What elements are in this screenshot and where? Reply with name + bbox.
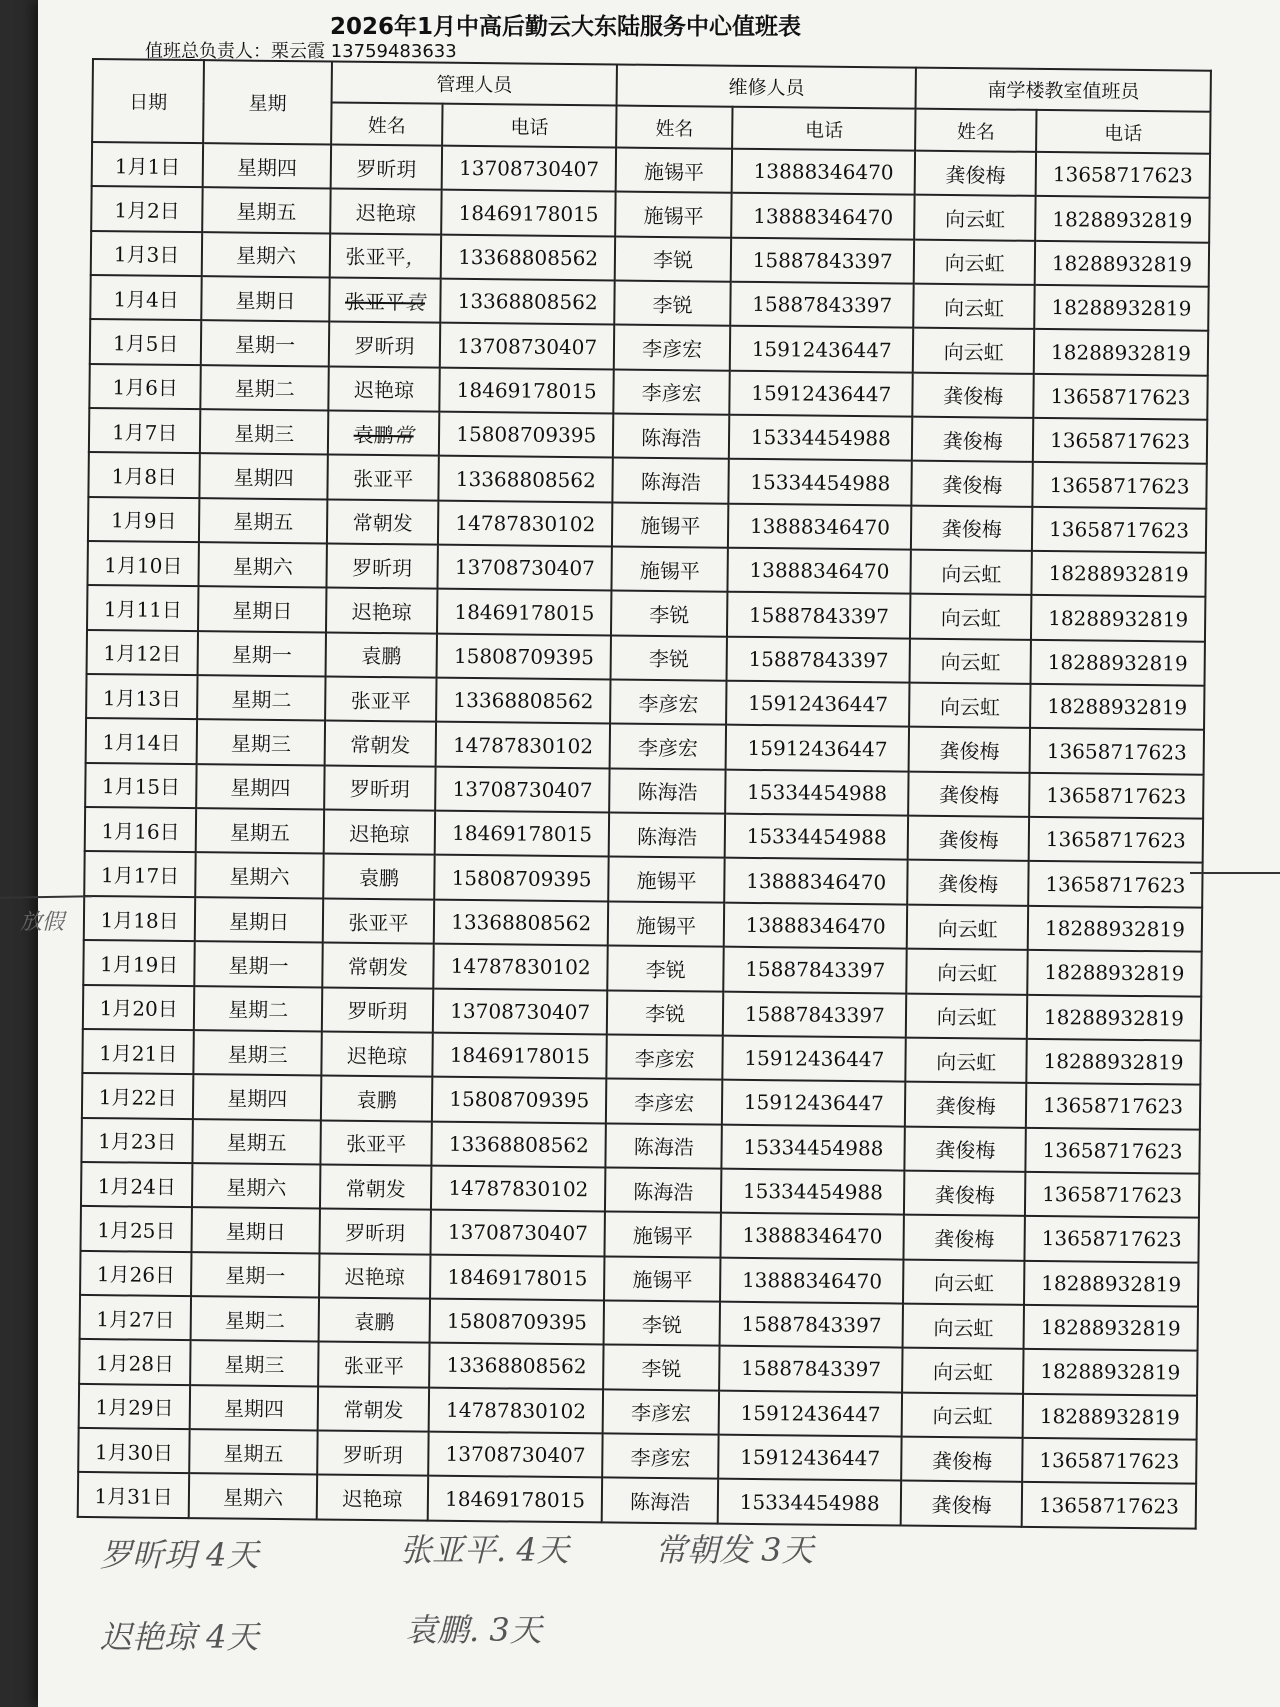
cell-date: 1月2日: [91, 186, 203, 232]
cell-repair-name: 李锐: [607, 990, 723, 1036]
cell-date: 1月12日: [87, 630, 199, 676]
cell-weekday: 星期六: [199, 542, 327, 588]
cell-classroom-phone: 13658717623: [1024, 1216, 1198, 1262]
cell-classroom-phone: 18288932819: [1024, 1305, 1198, 1351]
cell-repair-phone: 15912436447: [722, 1080, 906, 1126]
cell-classroom-name: 龚俊梅: [909, 727, 1030, 773]
cell-repair-name: 施锡平: [612, 547, 728, 593]
cell-manager-phone: 15808709395: [434, 855, 608, 901]
cell-repair-name: 李彦宏: [613, 369, 729, 415]
header-name: 姓名: [616, 106, 732, 149]
cell-classroom-name: 向云虹: [914, 284, 1035, 330]
cell-date: 1月8日: [88, 452, 200, 498]
cell-classroom-phone: 18288932819: [1027, 950, 1201, 996]
cell-manager-name: 张亚平: [327, 455, 439, 501]
cell-date: 1月24日: [81, 1162, 193, 1208]
cell-date: 1月25日: [81, 1206, 193, 1252]
cell-classroom-phone: 13658717623: [1026, 1083, 1200, 1129]
cell-repair-phone: 15912436447: [726, 681, 910, 727]
cell-weekday: 星期四: [193, 1074, 321, 1120]
cell-classroom-phone: 13658717623: [1022, 1482, 1196, 1529]
cell-date: 1月9日: [88, 497, 200, 543]
cell-repair-name: 李锐: [604, 1300, 720, 1346]
lead-person-line: 值班总负责人：栗云霞 13759483633: [145, 41, 457, 62]
cell-manager-phone: 13368808562: [432, 1121, 606, 1167]
cell-manager-name: 常朝发: [318, 1386, 430, 1432]
cell-manager-name: 迟艳琼: [317, 1475, 429, 1521]
cell-classroom-name: 龚俊梅: [913, 372, 1034, 418]
cell-repair-phone: 15912436447: [726, 725, 910, 771]
cell-date: 1月30日: [78, 1428, 190, 1474]
cell-weekday: 星期六: [189, 1473, 317, 1519]
cell-classroom-phone: 13658717623: [1025, 1127, 1199, 1173]
cell-repair-phone: 13888346470: [724, 902, 908, 948]
cell-manager-phone: 13368808562: [436, 678, 610, 724]
cell-classroom-name: 龚俊梅: [904, 1215, 1025, 1261]
header-classroom: 南学楼教室值班员: [916, 68, 1211, 113]
cell-weekday: 星期六: [196, 853, 324, 899]
cell-classroom-phone: 18288932819: [1031, 595, 1205, 641]
cell-date: 1月13日: [86, 674, 198, 720]
cell-repair-phone: 15334454988: [722, 1124, 906, 1170]
cell-manager-phone: 18469178015: [435, 811, 609, 857]
cell-classroom-phone: 13658717623: [1033, 374, 1207, 420]
cell-repair-name: 李锐: [603, 1345, 719, 1391]
cell-weekday: 星期一: [191, 1252, 319, 1298]
cell-repair-phone: 13888346470: [732, 149, 916, 195]
cell-date: 1月15日: [85, 763, 197, 809]
summary-note-2: 张亚平. 4天: [400, 1531, 569, 1569]
cell-classroom-name: 龚俊梅: [912, 417, 1033, 463]
cell-manager-name: 罗昕玥: [326, 544, 438, 590]
cell-repair-phone: 15912436447: [718, 1435, 902, 1481]
cell-repair-phone: 15887843397: [730, 282, 914, 328]
handwritten-mark: 常: [393, 422, 414, 448]
cell-repair-phone: 15912436447: [722, 1036, 906, 1082]
cell-repair-name: 李锐: [614, 281, 730, 327]
cell-manager-name: 迟艳琼: [324, 810, 436, 856]
cell-classroom-name: 龚俊梅: [911, 505, 1032, 551]
cell-manager-name: 张亚平: [323, 898, 435, 944]
cell-manager-phone: 13708730407: [442, 146, 616, 192]
cell-manager-phone: 18469178015: [441, 190, 615, 236]
cell-date: 1月20日: [83, 984, 195, 1030]
cell-classroom-name: 龚俊梅: [905, 1126, 1026, 1172]
cell-classroom-phone: 18288932819: [1026, 1039, 1200, 1085]
cell-classroom-name: 龚俊梅: [908, 816, 1029, 862]
cell-repair-phone: 15334454988: [725, 814, 909, 860]
cell-manager-phone: 18469178015: [428, 1476, 602, 1523]
cell-weekday: 星期二: [201, 365, 329, 411]
cell-manager-phone: 15808709395: [437, 633, 611, 679]
cell-repair-name: 李彦宏: [603, 1389, 719, 1435]
cell-date: 1月6日: [89, 364, 201, 410]
cell-manager-phone: 13708730407: [428, 1432, 602, 1478]
cell-weekday: 星期二: [191, 1296, 319, 1342]
cell-manager-phone: 14787830102: [438, 500, 612, 546]
cell-classroom-phone: 18288932819: [1034, 329, 1208, 375]
cell-classroom-name: 向云虹: [903, 1259, 1024, 1305]
summary-note-1: 罗昕玥 4天: [100, 1536, 259, 1574]
cell-manager-name: 常朝发: [324, 721, 436, 767]
cell-manager-name: 罗昕玥: [317, 1430, 429, 1476]
cell-manager-phone: 15808709395: [439, 412, 613, 458]
cell-weekday: 星期日: [198, 587, 326, 633]
cell-date: 1月5日: [90, 319, 202, 365]
cell-classroom-phone: 18288932819: [1027, 994, 1201, 1040]
cell-manager-name: 张亚平: [318, 1342, 430, 1388]
cell-manager-phone: 13368808562: [439, 456, 613, 502]
cell-date: 1月19日: [83, 940, 195, 986]
cell-manager-name: 袁鹏: [321, 1076, 433, 1122]
cell-repair-name: 陈海浩: [606, 1123, 722, 1169]
cell-classroom-phone: 13658717623: [1029, 773, 1203, 819]
cell-repair-name: 施锡平: [612, 502, 728, 548]
summary-note-5: 袁鹏. 3天: [405, 1611, 542, 1649]
cell-weekday: 星期一: [201, 321, 329, 367]
cell-classroom-phone: 13658717623: [1028, 861, 1202, 907]
cell-repair-name: 施锡平: [615, 192, 731, 238]
cell-repair-phone: 15887843397: [731, 237, 915, 283]
cell-repair-phone: 15887843397: [723, 947, 907, 993]
cell-classroom-name: 龚俊梅: [909, 771, 1030, 817]
cell-manager-name: 罗昕玥: [319, 1209, 431, 1255]
cell-manager-phone: 13368808562: [440, 279, 614, 325]
cell-repair-phone: 15887843397: [720, 1302, 904, 1348]
cell-classroom-phone: 13658717623: [1033, 418, 1207, 464]
cell-repair-phone: 15912436447: [719, 1390, 903, 1436]
cell-classroom-name: 向云虹: [906, 1037, 1027, 1083]
cell-classroom-phone: 18288932819: [1031, 551, 1205, 597]
cell-manager-name: 常朝发: [320, 1164, 432, 1210]
cell-weekday: 星期四: [196, 764, 324, 810]
cell-repair-name: 施锡平: [604, 1256, 720, 1302]
header-phone: 电话: [442, 104, 616, 147]
cell-weekday: 星期五: [203, 187, 331, 233]
cell-repair-name: 施锡平: [608, 857, 724, 903]
cell-classroom-phone: 13658717623: [1032, 507, 1206, 553]
cell-date: 1月21日: [82, 1029, 194, 1075]
cell-manager-phone: 14787830102: [436, 722, 610, 768]
cell-manager-name: 袁鹏常: [328, 411, 440, 457]
cell-manager-name: 张亚平袁: [329, 278, 441, 324]
cell-manager-name: 罗昕玥: [331, 144, 443, 190]
cell-manager-phone: 13368808562: [434, 899, 608, 945]
cell-classroom-name: 龚俊梅: [905, 1082, 1026, 1128]
cell-classroom-name: 向云虹: [910, 638, 1031, 684]
cell-classroom-name: 向云虹: [903, 1303, 1024, 1349]
cell-classroom-name: 向云虹: [906, 993, 1027, 1039]
cell-repair-phone: 15334454988: [718, 1479, 902, 1526]
cell-date: 1月11日: [87, 585, 199, 631]
cell-classroom-name: 龚俊梅: [902, 1437, 1023, 1483]
cell-repair-phone: 15887843397: [727, 592, 911, 638]
header-weekday: 星期: [203, 60, 331, 144]
cell-classroom-phone: 13658717623: [1036, 152, 1210, 198]
cell-weekday: 星期日: [195, 897, 323, 943]
cell-manager-phone: 13708730407: [431, 1210, 605, 1256]
cell-weekday: 星期一: [195, 941, 323, 987]
cell-classroom-name: 龚俊梅: [908, 860, 1029, 906]
cell-classroom-name: 向云虹: [914, 239, 1035, 285]
cell-weekday: 星期五: [199, 498, 327, 544]
cell-manager-name: 罗昕玥: [329, 322, 441, 368]
cell-weekday: 星期五: [196, 808, 324, 854]
cell-date: 1月27日: [80, 1295, 192, 1341]
cell-classroom-phone: 18288932819: [1035, 196, 1209, 242]
cell-date: 1月28日: [79, 1339, 191, 1385]
cell-repair-name: 李锐: [611, 591, 727, 637]
cell-repair-name: 李彦宏: [610, 680, 726, 726]
cell-manager-name: 常朝发: [327, 499, 439, 545]
cell-repair-phone: 13888346470: [721, 1213, 905, 1259]
cell-date: 1月7日: [89, 408, 201, 454]
cell-manager-phone: 13368808562: [429, 1343, 603, 1389]
cell-repair-name: 陈海浩: [613, 458, 729, 504]
header-maintenance: 维修人员: [617, 64, 917, 109]
cell-date: 1月29日: [79, 1384, 191, 1430]
cell-classroom-name: 向云虹: [907, 949, 1028, 995]
cell-date: 1月18日: [84, 896, 196, 942]
cell-manager-name: 张亚平，: [330, 233, 442, 279]
cell-classroom-phone: 18288932819: [1028, 906, 1202, 952]
cell-repair-phone: 15334454988: [729, 415, 913, 461]
cell-classroom-name: 向云虹: [902, 1348, 1023, 1394]
handwritten-holiday-note: 放假: [20, 910, 65, 935]
cell-repair-name: 李锐: [611, 635, 727, 681]
cell-manager-name: 迟艳琼: [326, 588, 438, 634]
cell-weekday: 星期三: [190, 1340, 318, 1386]
cell-weekday: 星期五: [193, 1119, 321, 1165]
cell-classroom-phone: 18288932819: [1024, 1260, 1198, 1306]
cell-classroom-name: 龚俊梅: [912, 461, 1033, 507]
header-phone: 电话: [1036, 110, 1210, 153]
cell-date: 1月4日: [90, 275, 202, 321]
cell-repair-phone: 15334454988: [725, 769, 909, 815]
cell-repair-name: 施锡平: [605, 1212, 721, 1258]
cell-manager-phone: 14787830102: [431, 1166, 605, 1212]
cell-manager-name: 罗昕玥: [324, 765, 436, 811]
cell-classroom-phone: 18288932819: [1030, 684, 1204, 730]
cell-repair-phone: 15887843397: [727, 636, 911, 682]
cell-classroom-phone: 13658717623: [1030, 728, 1204, 774]
cell-repair-name: 李彦宏: [614, 325, 730, 371]
cell-manager-phone: 14787830102: [433, 944, 607, 990]
cell-repair-phone: 15887843397: [723, 991, 907, 1037]
cell-classroom-name: 龚俊梅: [915, 151, 1036, 197]
cell-manager-phone: 14787830102: [429, 1387, 603, 1433]
handwritten-mark: ，: [405, 245, 426, 270]
cell-weekday: 星期三: [194, 1030, 322, 1076]
cell-repair-name: 李彦宏: [607, 1034, 723, 1080]
cell-classroom-phone: 13658717623: [1029, 817, 1203, 863]
summary-note-4: 迟艳琼 4天: [100, 1618, 259, 1656]
cell-repair-phone: 13888346470: [720, 1257, 904, 1303]
header-name: 姓名: [915, 109, 1036, 152]
cell-manager-name: 迟艳琼: [328, 366, 440, 412]
cell-manager-name: 迟艳琼: [330, 189, 442, 235]
cell-classroom-phone: 18288932819: [1023, 1393, 1197, 1439]
cell-date: 1月10日: [87, 541, 199, 587]
cell-classroom-name: 向云虹: [910, 594, 1031, 640]
cell-repair-phone: 13888346470: [728, 503, 912, 549]
cell-repair-name: 陈海浩: [605, 1167, 721, 1213]
cell-repair-phone: 15912436447: [730, 326, 914, 372]
cell-classroom-phone: 13658717623: [1032, 462, 1206, 508]
cell-repair-name: 李彦宏: [606, 1079, 722, 1125]
cell-manager-name: 迟艳琼: [321, 1031, 433, 1077]
cell-classroom-name: 向云虹: [913, 328, 1034, 374]
page-title: 2026年1月中高后勤云大东陆服务中心值班表: [330, 14, 802, 40]
header-row-1: [93, 59, 1211, 112]
cell-classroom-phone: 13658717623: [1022, 1438, 1196, 1484]
cell-manager-phone: 13708730407: [440, 323, 614, 369]
cell-classroom-phone: 13658717623: [1025, 1172, 1199, 1218]
cell-repair-name: 施锡平: [616, 147, 732, 193]
header-management: 管理人员: [331, 62, 617, 106]
cell-manager-phone: 13708730407: [435, 766, 609, 812]
handwritten-mark: 袁: [404, 289, 426, 315]
cell-classroom-name: 向云虹: [907, 904, 1028, 950]
cell-weekday: 星期五: [190, 1429, 318, 1475]
cell-weekday: 星期六: [192, 1163, 320, 1209]
cell-classroom-name: 向云虹: [909, 683, 1030, 729]
cell-repair-phone: 15887843397: [719, 1346, 903, 1392]
cell-manager-name: 袁鹏: [323, 854, 435, 900]
cell-manager-phone: 18469178015: [430, 1254, 604, 1300]
cell-manager-phone: 15808709395: [430, 1299, 604, 1345]
header-name: 姓名: [331, 103, 443, 146]
cell-classroom-phone: 18288932819: [1035, 241, 1209, 287]
cell-manager-name: 常朝发: [322, 943, 434, 989]
cell-repair-phone: 15334454988: [729, 459, 913, 505]
cell-repair-phone: 13888346470: [731, 193, 915, 239]
cell-date: 1月17日: [84, 851, 196, 897]
cell-repair-name: 陈海浩: [609, 768, 725, 814]
cell-classroom-name: 龚俊梅: [904, 1170, 1025, 1216]
cell-repair-phone: 13888346470: [728, 548, 912, 594]
cell-classroom-name: 向云虹: [911, 550, 1032, 596]
cell-manager-name: 张亚平: [320, 1120, 432, 1166]
cell-date: 1月31日: [78, 1472, 190, 1518]
cell-classroom-name: 向云虹: [902, 1392, 1023, 1438]
cell-classroom-name: 龚俊梅: [901, 1481, 1022, 1527]
duty-table: [77, 58, 1212, 1530]
cell-classroom-phone: 18288932819: [1030, 640, 1204, 686]
cell-repair-name: 李彦宏: [602, 1433, 718, 1479]
cell-classroom-phone: 18288932819: [1023, 1349, 1197, 1395]
cell-manager-name: 迟艳琼: [319, 1253, 431, 1299]
cell-weekday: 星期四: [190, 1385, 318, 1431]
cell-weekday: 星期一: [198, 631, 326, 677]
cell-repair-name: 陈海浩: [613, 414, 729, 460]
cell-manager-name: 袁鹏: [325, 632, 437, 678]
cell-classroom-phone: 18288932819: [1034, 285, 1208, 331]
cell-date: 1月23日: [81, 1117, 193, 1163]
cell-manager-phone: 13708730407: [433, 988, 607, 1034]
cell-date: 1月22日: [82, 1073, 194, 1119]
cell-weekday: 星期二: [197, 675, 325, 721]
cell-manager-phone: 18469178015: [437, 589, 611, 635]
header-date: 日期: [92, 59, 204, 143]
cell-weekday: 星期日: [192, 1207, 320, 1253]
cell-weekday: 星期三: [197, 720, 325, 766]
cell-repair-name: 陈海浩: [602, 1478, 718, 1524]
cell-manager-name: 张亚平: [325, 677, 437, 723]
summary-note-3: 常朝发 3天: [655, 1531, 814, 1569]
cell-repair-name: 施锡平: [608, 901, 724, 947]
cell-repair-name: 李锐: [607, 946, 723, 992]
cell-weekday: 星期六: [202, 232, 330, 278]
cell-manager-phone: 13708730407: [438, 545, 612, 591]
cell-repair-phone: 15912436447: [729, 370, 913, 416]
cell-weekday: 星期四: [203, 143, 331, 189]
cell-manager-name: 袁鹏: [318, 1297, 430, 1343]
cell-weekday: 星期日: [202, 276, 330, 322]
cell-date: 1月16日: [85, 807, 197, 853]
cell-classroom-name: 向云虹: [915, 195, 1036, 241]
cell-date: 1月1日: [92, 142, 204, 188]
cell-manager-phone: 18469178015: [440, 367, 614, 413]
cell-repair-name: 李锐: [615, 236, 731, 282]
cell-manager-name: 罗昕玥: [322, 987, 434, 1033]
cell-repair-name: 李彦宏: [610, 724, 726, 770]
cell-date: 1月26日: [80, 1251, 192, 1297]
cell-manager-phone: 18469178015: [433, 1032, 607, 1078]
cell-weekday: 星期四: [200, 454, 328, 500]
cell-manager-phone: 15808709395: [432, 1077, 606, 1123]
cell-date: 1月14日: [86, 718, 198, 764]
header-phone: 电话: [732, 107, 916, 150]
cell-weekday: 星期三: [200, 409, 328, 455]
fold-line-right: [1190, 872, 1280, 874]
cell-repair-phone: 15334454988: [721, 1169, 905, 1215]
cell-repair-name: 陈海浩: [609, 813, 725, 859]
cell-manager-phone: 13368808562: [441, 234, 615, 280]
cell-weekday: 星期二: [194, 986, 322, 1032]
cell-repair-phone: 13888346470: [724, 858, 908, 904]
cell-date: 1月3日: [91, 231, 203, 277]
